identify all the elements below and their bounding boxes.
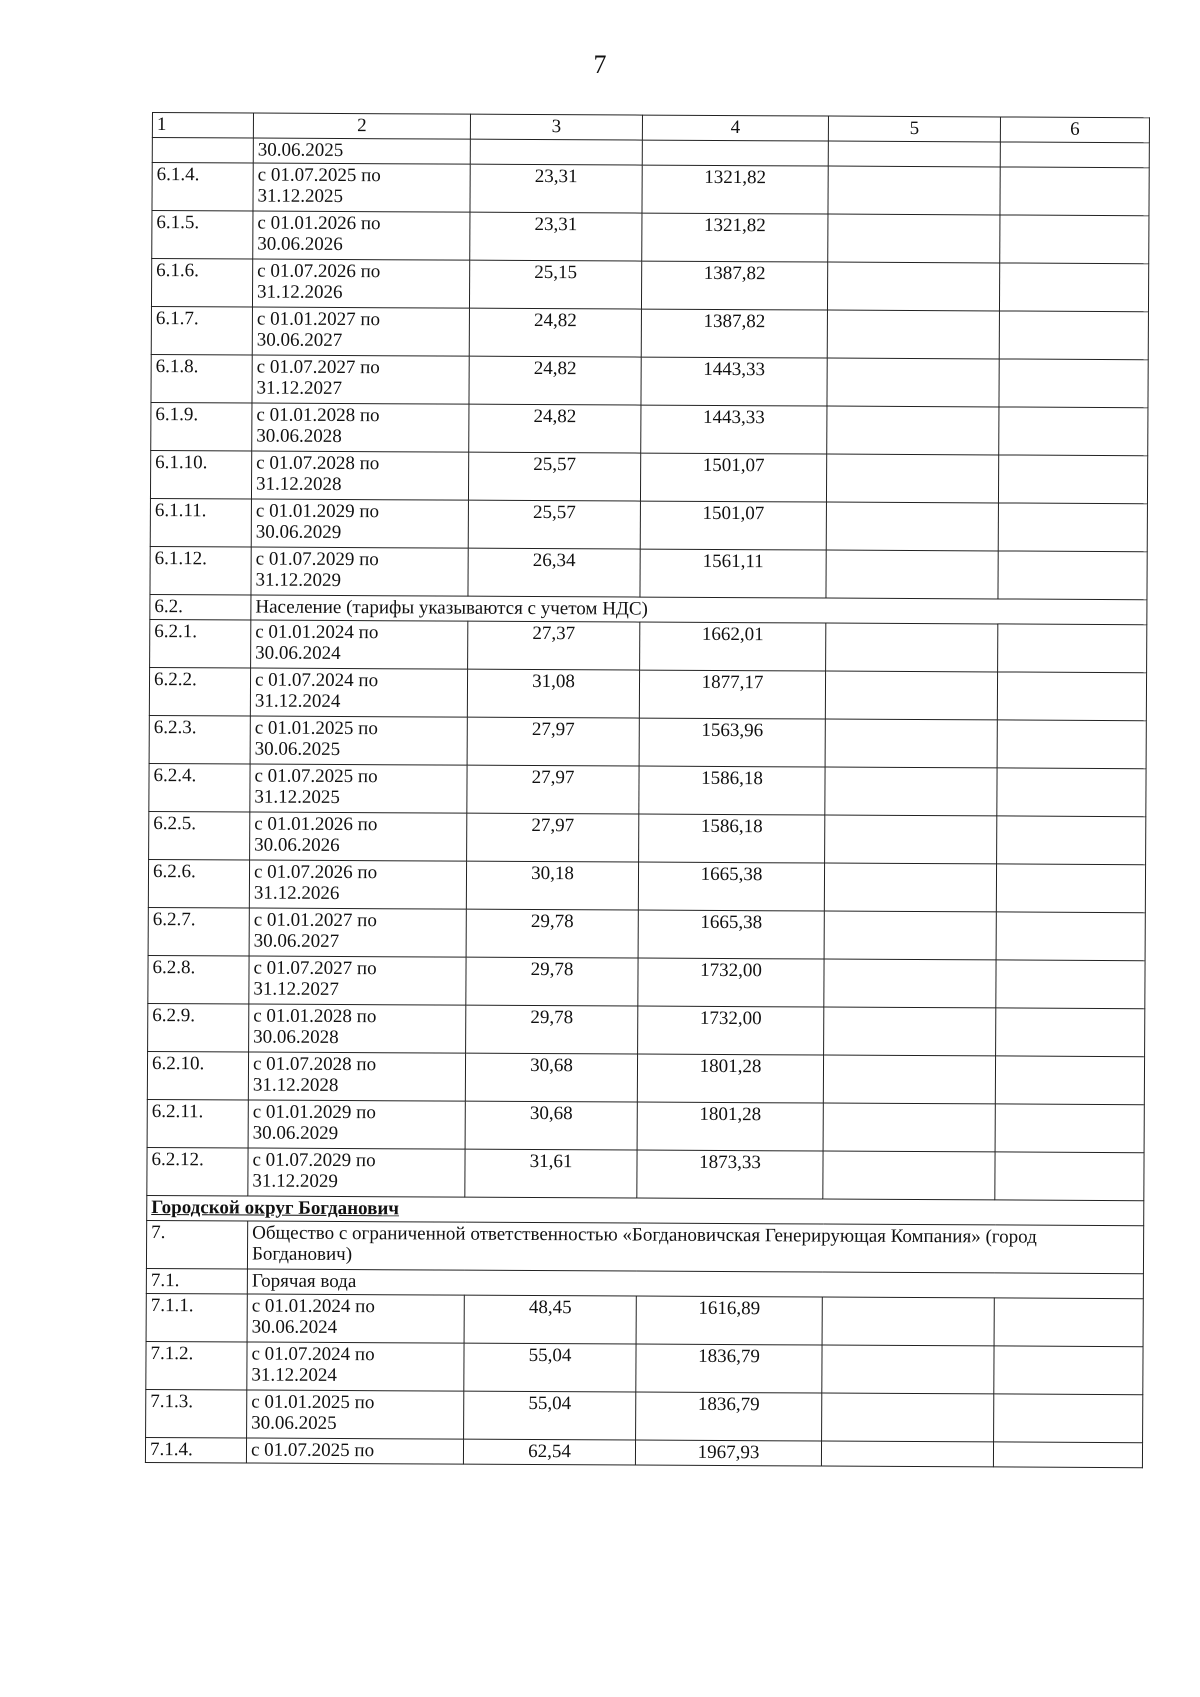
table-row	[146, 1341, 1143, 1394]
section-number: 6.2.	[150, 594, 251, 620]
header-cell: 2	[253, 113, 470, 139]
cell-col4: 1443,33	[641, 357, 827, 406]
page-number: 7	[593, 50, 607, 79]
cell-col6	[997, 768, 1146, 817]
cell-col4: 1586,18	[639, 766, 825, 815]
cell-col5	[828, 166, 1000, 215]
cell-col3: 31,08	[467, 669, 639, 718]
cell-period: с 01.01.2028 по 30.06.2028	[252, 403, 469, 452]
cell-period: с 01.07.2024 по 31.12.2024	[250, 668, 467, 717]
cell-number: 6.1.4.	[152, 163, 253, 212]
cell-col5	[828, 214, 1000, 263]
cell-col4: 1732,00	[638, 958, 824, 1007]
cell-col4: 1321,82	[642, 213, 828, 262]
cell-col4: 1586,18	[639, 814, 825, 863]
header-cell: 1	[152, 113, 253, 139]
cell-col4: 1662,01	[640, 622, 826, 671]
cell-col6	[1000, 167, 1149, 216]
cell-period: с 01.01.2026 по 30.06.2026	[253, 211, 470, 260]
table-row	[151, 354, 1148, 407]
cell-col6	[998, 624, 1147, 673]
cell-col6	[994, 1346, 1143, 1395]
cell-number: 7.1.4.	[145, 1437, 246, 1463]
table-row	[148, 859, 1145, 912]
cell-col6	[998, 503, 1147, 552]
table-row	[150, 498, 1147, 551]
cell-col5	[823, 1151, 995, 1200]
cell-col5	[821, 1441, 993, 1467]
cell-col6	[993, 1442, 1142, 1468]
cell-period: с 01.07.2027 по 31.12.2027	[252, 355, 469, 404]
cell-col4: 1967,93	[635, 1440, 821, 1466]
cell-col3: 27,97	[467, 765, 639, 814]
cell-col3: 29,78	[466, 909, 638, 958]
table-row	[146, 1293, 1143, 1346]
cell-col6	[1000, 142, 1149, 168]
cell-col6	[999, 407, 1148, 456]
cell-col3: 30,68	[465, 1101, 637, 1150]
cell-number: 6.2.3.	[149, 715, 250, 764]
cell-col3: 55,04	[464, 1343, 636, 1392]
cell-col3: 29,78	[466, 957, 638, 1006]
cell-period: с 01.01.2026 по 30.06.2026	[250, 812, 467, 861]
cell-period: с 01.01.2025 по 30.06.2025	[247, 1390, 464, 1439]
cell-col6	[994, 1298, 1143, 1347]
cell-col5	[823, 1055, 995, 1104]
table-row	[152, 163, 1149, 216]
cell-col5	[824, 863, 996, 912]
cell-number: 7.1.2.	[146, 1341, 247, 1390]
cell-number: 6.2.10.	[147, 1051, 248, 1100]
cell-col4: 1561,11	[640, 549, 826, 598]
cell-number: 6.1.8.	[151, 354, 252, 403]
header-cell: 6	[1000, 117, 1149, 143]
cell-period: с 01.07.2026 по 31.12.2026	[249, 860, 466, 909]
cell-col3: 23,31	[470, 164, 642, 213]
cell-col6	[999, 311, 1148, 360]
table-row	[148, 955, 1145, 1008]
cell-number: 6.2.5.	[149, 811, 250, 860]
cell-col5	[826, 454, 998, 503]
cell-col5	[824, 911, 996, 960]
cell-col3: 25,57	[468, 500, 640, 549]
section-title: Население (тарифы указываются с учетом НДС)	[251, 595, 1147, 625]
cell-col5	[825, 719, 997, 768]
table-row	[151, 306, 1148, 359]
cell-col3: 25,57	[468, 452, 640, 501]
cell-number: 7.1.3.	[146, 1389, 247, 1438]
cell-col3: 30,68	[465, 1053, 637, 1102]
cell-col6	[998, 551, 1147, 600]
table-row	[146, 1389, 1143, 1442]
cell-period: с 01.07.2027 по 31.12.2027	[249, 956, 466, 1005]
cell-number: 6.2.1.	[150, 619, 251, 668]
cell-col6	[995, 1056, 1144, 1105]
organization-row	[146, 1220, 1143, 1273]
header-cell: 4	[642, 115, 828, 141]
cell-col6	[995, 1152, 1144, 1201]
cell-number: 6.2.4.	[149, 763, 250, 812]
cell-col5	[823, 1103, 995, 1152]
cell-period: с 01.01.2029 по 30.06.2029	[248, 1100, 465, 1149]
cell-col6	[994, 1394, 1143, 1443]
cell-number: 6.2.6.	[148, 859, 249, 908]
table-row	[150, 619, 1147, 672]
table-row	[151, 402, 1148, 455]
cell-col4: 1616,89	[636, 1296, 822, 1345]
cell-number: 6.1.7.	[151, 306, 252, 355]
table-row	[145, 1437, 1142, 1467]
cell-col4: 1665,38	[638, 862, 824, 911]
cell-number: 6.1.10.	[150, 450, 251, 499]
cell-col6	[996, 864, 1145, 913]
cell-period: с 01.07.2024 по 31.12.2024	[247, 1342, 464, 1391]
table-row	[149, 811, 1146, 864]
cell-col5	[827, 358, 999, 407]
cell-period: с 01.01.2025 по 30.06.2025	[250, 716, 467, 765]
table-row	[147, 1099, 1144, 1152]
cell-no	[152, 138, 253, 164]
cell-col3: 27,97	[467, 717, 639, 766]
tariff-table	[145, 112, 1150, 1468]
cell-col4: 1563,96	[639, 718, 825, 767]
cell-col5	[828, 141, 1000, 167]
table-row	[148, 1003, 1145, 1056]
table-row	[149, 667, 1146, 720]
header-cell: 5	[828, 116, 1000, 142]
cell-col5	[822, 1297, 994, 1346]
cell-col3: 26,34	[468, 548, 640, 597]
org-number: 7.	[146, 1220, 247, 1269]
cell-col4: 1836,79	[636, 1344, 822, 1393]
cell-col6	[996, 1008, 1145, 1057]
cell-col5	[824, 959, 996, 1008]
cell-col5	[826, 550, 998, 599]
table-row	[150, 450, 1147, 503]
cell-period: с 01.01.2024 по 30.06.2024	[251, 620, 468, 669]
cell-col5	[825, 815, 997, 864]
table-row	[149, 715, 1146, 768]
cell-col4: 1877,17	[639, 670, 825, 719]
cell-col3: 25,15	[469, 260, 641, 309]
cell-col4: 1836,79	[636, 1392, 822, 1441]
cell-col6	[997, 672, 1146, 721]
cell-col5	[827, 406, 999, 455]
cell-col6	[999, 359, 1148, 408]
table-row	[150, 546, 1147, 599]
cell-period: с 01.07.2028 по 31.12.2028	[248, 1052, 465, 1101]
cell-period: с 01.01.2028 по 30.06.2028	[249, 1004, 466, 1053]
cell-col6	[995, 1104, 1144, 1153]
cell-number: 6.1.11.	[150, 498, 251, 547]
cell-col4	[642, 140, 828, 166]
cell-col3: 62,54	[463, 1439, 635, 1465]
cell-col4: 1387,82	[641, 309, 827, 358]
cell-col6	[998, 455, 1147, 504]
org-name: Общество с ограниченной ответственностью «Богдановичская Генерирующая Компания» (город Богданович)	[247, 1221, 1143, 1274]
cell-period: с 01.01.2024 по 30.06.2024	[247, 1294, 464, 1343]
header-cell: 3	[470, 114, 642, 140]
cell-col4: 1873,33	[637, 1150, 823, 1199]
cell-col4: 1665,38	[638, 910, 824, 959]
cell-col4: 1501,07	[640, 501, 826, 550]
cell-col5	[825, 671, 997, 720]
table-row	[147, 1147, 1144, 1200]
cell-number: 6.2.7.	[148, 907, 249, 956]
cell-col5	[827, 310, 999, 359]
cell-period: с 01.07.2025 по	[246, 1438, 463, 1464]
table-row	[151, 259, 1148, 312]
cell-col6	[999, 263, 1148, 312]
cell-col5	[826, 502, 998, 551]
cell-period: 30.06.2025	[253, 138, 470, 164]
table-row	[147, 1051, 1144, 1104]
cell-col5	[826, 623, 998, 672]
cell-col4: 1387,82	[641, 261, 827, 310]
cell-number: 6.2.12.	[147, 1147, 248, 1196]
cell-col5	[824, 1007, 996, 1056]
cell-col6	[1000, 215, 1149, 264]
cell-period: с 01.07.2029 по 31.12.2029	[248, 1148, 465, 1197]
cell-col3: 24,82	[469, 356, 641, 405]
cell-number: 6.2.8.	[148, 955, 249, 1004]
cell-number: 6.2.2.	[149, 667, 250, 716]
cell-col3: 27,97	[467, 813, 639, 862]
cell-number: 6.2.11.	[147, 1099, 248, 1148]
cell-col4: 1443,33	[641, 405, 827, 454]
cell-col3: 30,18	[466, 861, 638, 910]
section-number: 7.1.	[146, 1268, 247, 1294]
cell-col3: 55,04	[464, 1391, 636, 1440]
cell-col6	[996, 960, 1145, 1009]
cell-col3: 24,82	[469, 308, 641, 357]
cell-col3	[470, 139, 642, 165]
cell-number: 7.1.1.	[146, 1293, 247, 1342]
cell-number: 6.1.6.	[151, 259, 252, 308]
cell-period: с 01.07.2029 по 31.12.2029	[251, 547, 468, 596]
cell-col6	[997, 816, 1146, 865]
cell-period: с 01.01.2027 по 30.06.2027	[252, 307, 469, 356]
cell-col4: 1801,28	[637, 1054, 823, 1103]
cell-col3: 24,82	[469, 404, 641, 453]
cell-col3: 23,31	[470, 212, 642, 261]
table-row	[149, 763, 1146, 816]
cell-number: 6.1.9.	[151, 402, 252, 451]
cell-col3: 48,45	[464, 1295, 636, 1344]
table-row	[152, 211, 1149, 264]
cell-col4: 1321,82	[642, 165, 828, 214]
cell-col6	[997, 720, 1146, 769]
cell-period: с 01.07.2026 по 31.12.2026	[252, 259, 469, 308]
cell-period: с 01.07.2025 по 31.12.2025	[250, 764, 467, 813]
cell-col3: 29,78	[466, 1005, 638, 1054]
cell-number: 6.1.5.	[152, 211, 253, 260]
cell-col3: 27,37	[468, 621, 640, 670]
cell-period: с 01.01.2029 по 30.06.2029	[251, 499, 468, 548]
cell-col4: 1501,07	[640, 453, 826, 502]
cell-number: 6.2.9.	[148, 1003, 249, 1052]
cell-col5	[827, 262, 999, 311]
district-title: Городской округ Богданович	[147, 1195, 1144, 1225]
cell-col5	[822, 1345, 994, 1394]
cell-period: с 01.01.2027 по 30.06.2027	[249, 908, 466, 957]
cell-col4: 1801,28	[637, 1102, 823, 1151]
cell-period: с 01.07.2028 по 31.12.2028	[251, 451, 468, 500]
cell-period: с 01.07.2025 по 31.12.2025	[253, 163, 470, 212]
cell-col6	[996, 912, 1145, 961]
cell-col5	[822, 1393, 994, 1442]
cell-col4: 1732,00	[638, 1006, 824, 1055]
cell-col3: 31,61	[465, 1149, 637, 1198]
cell-col5	[825, 767, 997, 816]
section-title: Горячая вода	[247, 1269, 1143, 1299]
table-row	[148, 907, 1145, 960]
cell-number: 6.1.12.	[150, 546, 251, 595]
